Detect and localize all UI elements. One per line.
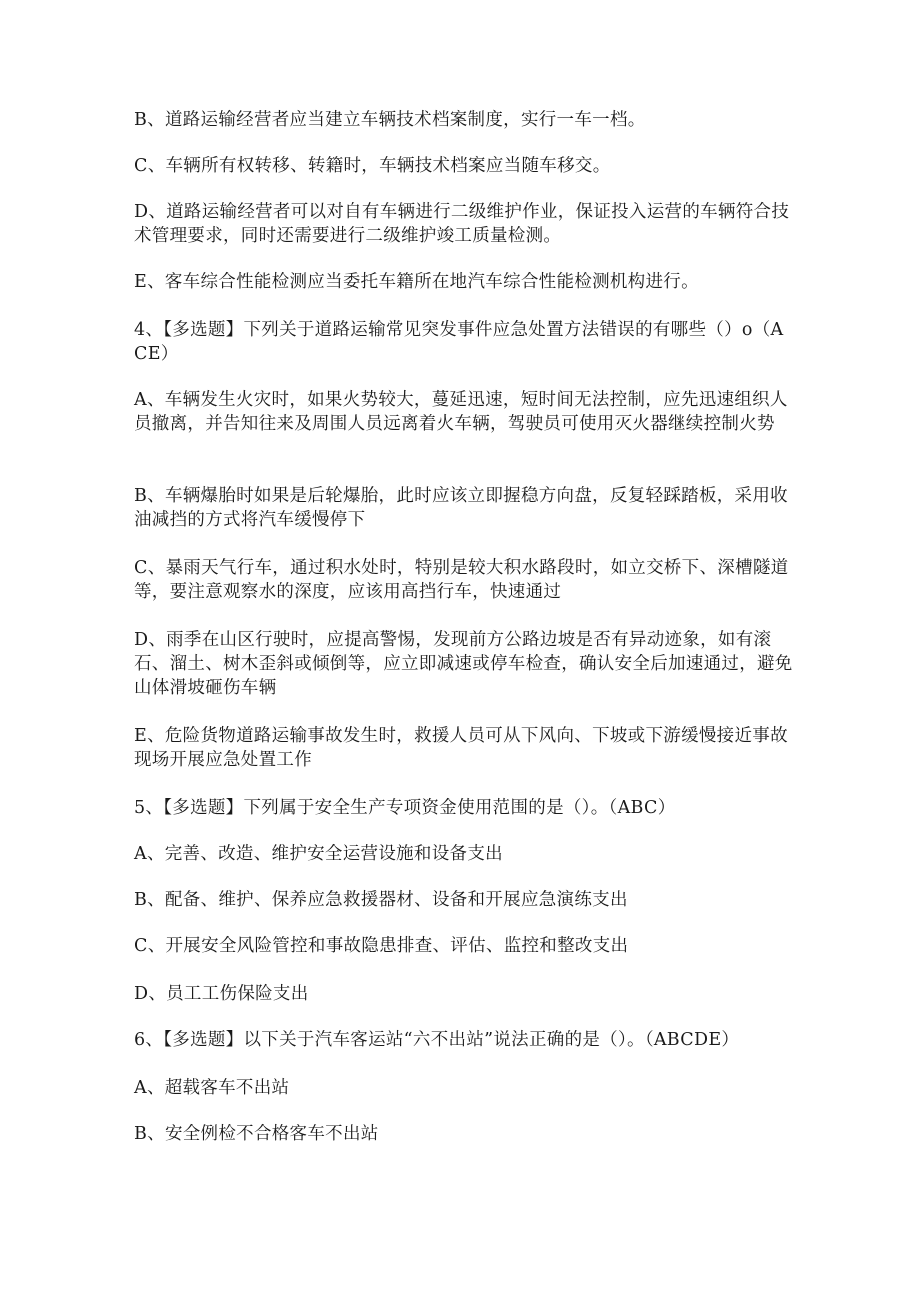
option-d-q5: D、员工工伤保险支出 <box>134 984 309 1004</box>
option-e-q3: E、客车综合性能检测应当委托车籍所在地汽车综合性能检测机构进行。 <box>134 272 699 292</box>
option-b-q3: B、道路运输经营者应当建立车辆技术档案制度，实行一车一档。 <box>134 110 646 130</box>
option-a-q4: A、车辆发生火灾时，如果火势较大，蔓延迅速，短时间无法控制，应先迅速组织人员撤离，并告知往来及周围人员远离着火车辆，驾驶员可使用灭火器继续控制火势 <box>134 390 788 434</box>
option-b-q5: B、配备、维护、保养应急救援器材、设备和开展应急演练支出 <box>134 890 628 910</box>
question-5: 5、【多选题】下列属于安全生产专项资金使用范围的是（）。（ABC） <box>134 798 676 818</box>
option-e-q4: E、危险货物道路运输事故发生时，救援人员可从下风向、下坡或下游缓慢接近事故现场开展应急处置工作 <box>134 726 788 770</box>
option-c-q5: C、开展安全风险管控和事故隐患排查、评估、监控和整改支出 <box>134 936 629 956</box>
option-b-q6: B、安全例检不合格客车不出站 <box>134 1124 379 1144</box>
question-6: 6、【多选题】以下关于汽车客运站“六不出站”说法正确的是（）。（ABCDE） <box>134 1030 740 1050</box>
question-4: 4、【多选题】下列关于道路运输常见突发事件应急处置方法错误的有哪些（）o（ACE） <box>134 320 784 364</box>
option-b-q4: B、车辆爆胎时如果是后轮爆胎，此时应该立即握稳方向盘，反复轻踩踏板，采用收油减挡的方式将汽车缓慢停下 <box>134 486 788 530</box>
option-d-q4: D、雨季在山区行驶时，应提高警惕，发现前方公路边坡是否有异动迹象，如有滚石、溜土、树木歪斜或倾倒等，应立即减速或停车检查，确认安全后加速通过，避免山体滑坡砸伤车辆 <box>134 630 793 698</box>
option-c-q3: C、车辆所有权转移、转籍时，车辆技术档案应当随车移交。 <box>134 156 611 176</box>
option-a-q5: A、完善、改造、维护安全运营设施和设备支出 <box>134 844 503 864</box>
option-c-q4: C、暴雨天气行车，通过积水处时，特别是较大积水路段时，如立交桥下、深槽隧道等，要注意观察水的深度，应该用高挡行车，快速通过 <box>134 558 789 602</box>
option-a-q6: A、超载客车不出站 <box>134 1078 290 1098</box>
option-d-q3: D、道路运输经营者可以对自有车辆进行二级维护作业，保证投入运营的车辆符合技术管理要求，同时还需要进行二级维护竣工质量检测。 <box>134 202 790 246</box>
